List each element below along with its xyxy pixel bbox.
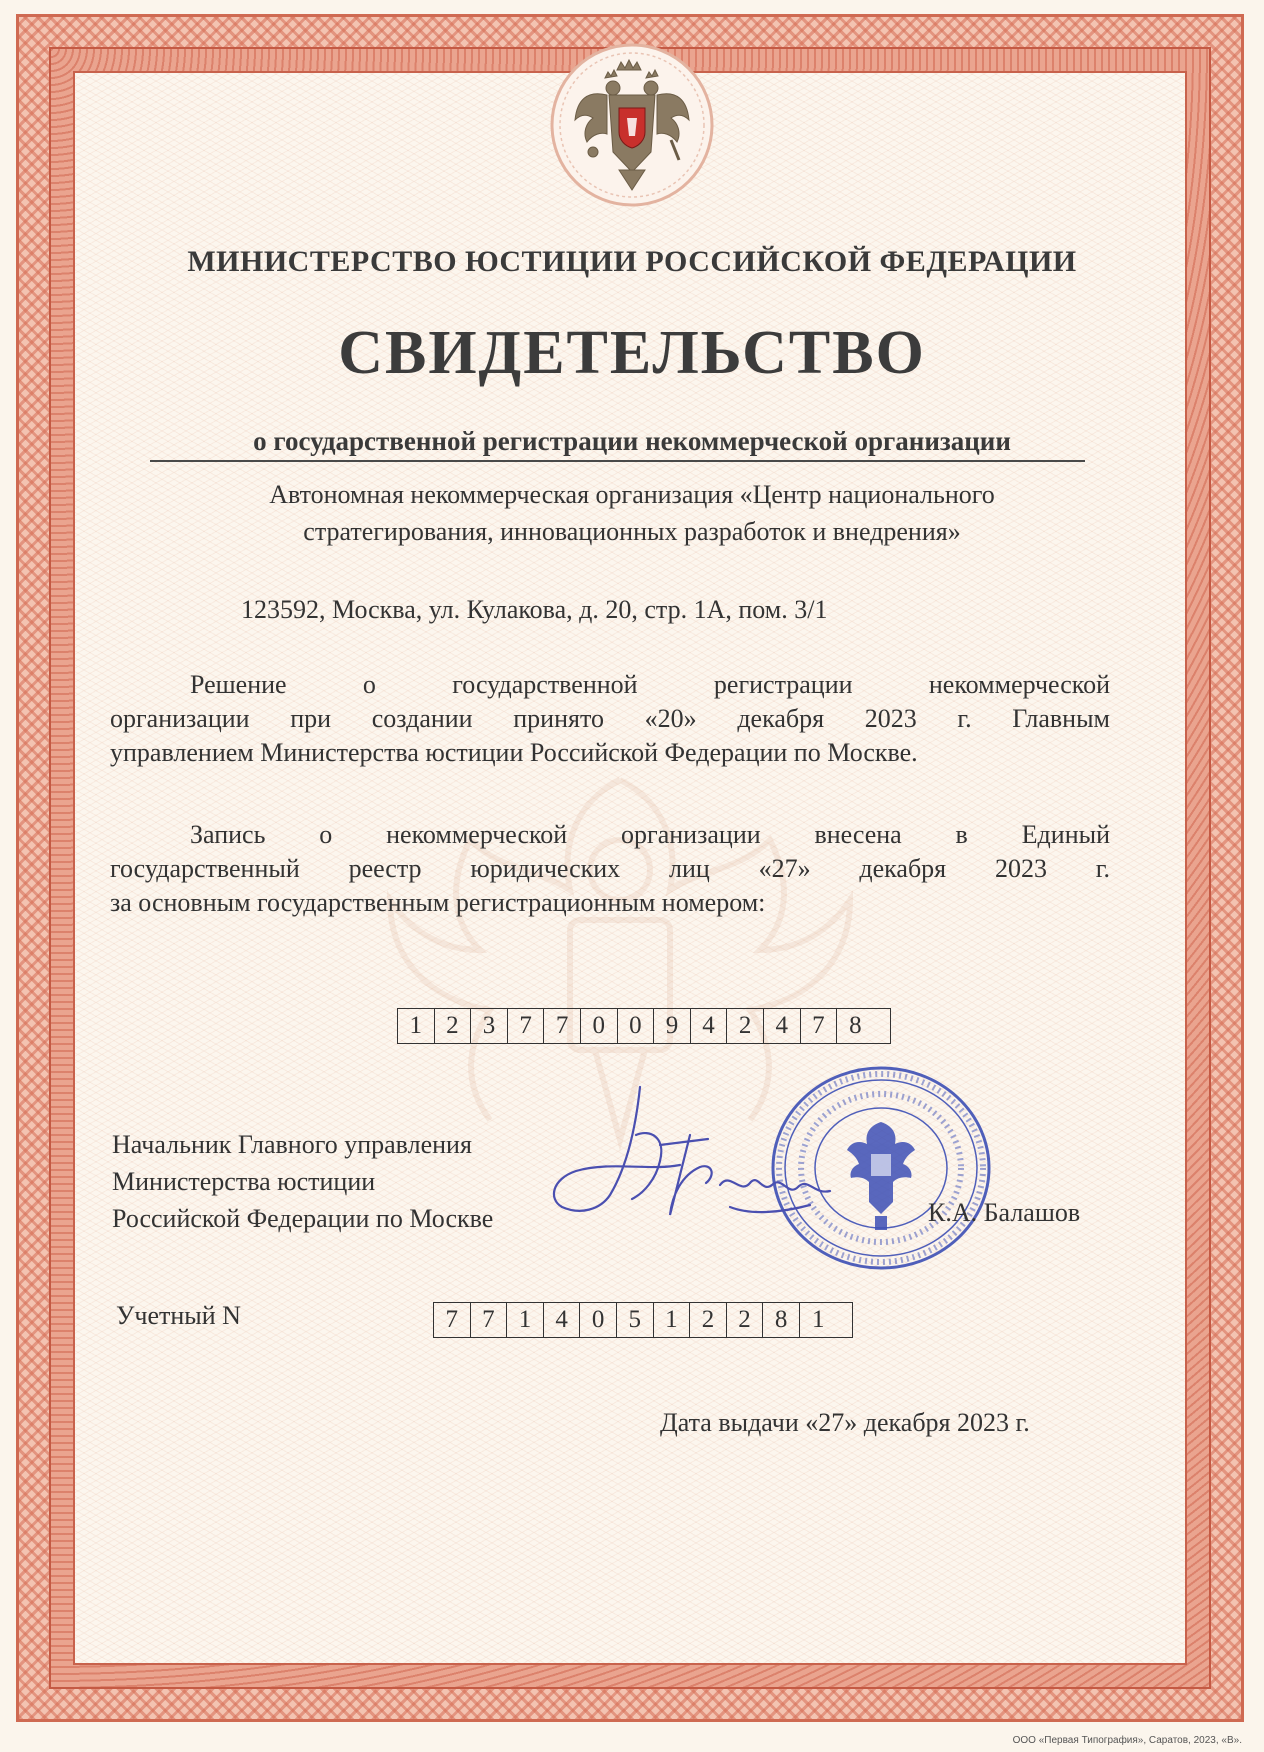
digit-cell: 7 — [544, 1009, 581, 1043]
digit-cell: 1 — [507, 1303, 544, 1337]
digit-cell: 2 — [435, 1009, 472, 1043]
digit-cell: 7 — [434, 1303, 471, 1337]
paragraph-line: Запись о некоммерческой организации внесена в Единый — [190, 820, 1110, 849]
paragraph-line: государственный реестр юридических лиц «27» декабря 2023 г. — [110, 854, 1110, 883]
certificate-subtitle: о государственной регистрации некоммерческой организации — [253, 426, 1011, 456]
subtitle-underline — [150, 460, 1085, 462]
account-number — [433, 1302, 853, 1338]
coat-of-arms-icon — [547, 40, 717, 210]
signatory-position-line: Российской Федерации по Москве — [112, 1204, 494, 1233]
record-paragraph — [110, 818, 1110, 920]
signatory-surname: К.А. Балашов — [928, 1198, 1081, 1227]
digit-cell: 0 — [580, 1303, 617, 1337]
digit-cell: 3 — [471, 1009, 508, 1043]
digit-cell: 5 — [617, 1303, 654, 1337]
paragraph-line: за основным государственным регистрационным номером: — [110, 888, 766, 917]
paragraph-line: Решение о государственной регистрации некоммерческой — [190, 670, 1110, 699]
account-number-label: Учетный N — [116, 1301, 241, 1330]
signatory-position — [112, 1126, 493, 1237]
digit-cell: 1 — [654, 1303, 691, 1337]
issue-date: Дата выдачи «27» декабря 2023 г. — [660, 1408, 1030, 1437]
digit-cell: 7 — [508, 1009, 545, 1043]
ogrn-number — [397, 1008, 891, 1044]
digit-cell: 2 — [727, 1009, 764, 1043]
paragraph-line: управлением Министерства юстиции Российской Федерации по Москве. — [110, 738, 918, 767]
digit-cell: 1 — [398, 1009, 435, 1043]
digit-cell: 2 — [690, 1303, 727, 1337]
digit-cell: 4 — [544, 1303, 581, 1337]
paragraph-line: организации при создании принято «20» декабря 2023 г. Главным — [110, 704, 1110, 733]
digit-cell: 4 — [691, 1009, 728, 1043]
digit-cell: 2 — [727, 1303, 764, 1337]
digit-cell: 1 — [811, 1306, 825, 1333]
signatory-position-line: Начальник Главного управления — [112, 1130, 472, 1159]
printer-imprint: ООО «Первая Типография», Саратов, 2023, «В». — [1012, 1735, 1242, 1746]
organization-name-line: стратегирования, инновационных разработок и внедрения» — [303, 517, 961, 546]
ministry-heading: МИНИСТЕРСТВО ЮСТИЦИИ РОССИЙСКОЙ ФЕДЕРАЦИИ — [187, 245, 1077, 278]
signatory-position-line: Министерства юстиции — [112, 1167, 376, 1196]
handwritten-signature-icon — [540, 1075, 850, 1245]
organization-address: 123592, Москва, ул. Кулакова, д. 20, стр. 1А, пом. 3/1 — [241, 595, 828, 624]
digit-cell: 8 — [763, 1303, 800, 1337]
certificate-title: СВИДЕТЕЛЬСТВО — [338, 319, 926, 387]
digit-cell: 4 — [764, 1009, 801, 1043]
organization-name — [0, 476, 1264, 550]
organization-name-line: Автономная некоммерческая организация «Центр национального — [269, 480, 995, 509]
digit-cell: 0 — [618, 1009, 655, 1043]
digit-cell: 7 — [801, 1009, 838, 1043]
digit-cell: 8 — [849, 1012, 862, 1039]
digit-cell: 0 — [581, 1009, 618, 1043]
digit-cell: 7 — [471, 1303, 508, 1337]
decision-paragraph — [110, 668, 1110, 770]
digit-cell: 9 — [654, 1009, 691, 1043]
